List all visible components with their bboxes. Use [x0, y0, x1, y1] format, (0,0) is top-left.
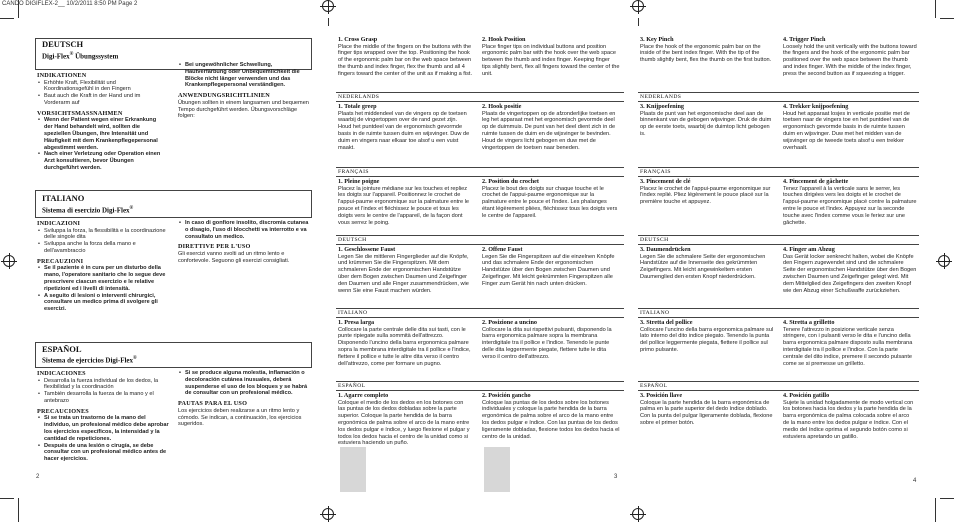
exercise-title: 3. Daumendrücken — [640, 246, 691, 253]
lang-bar-label: FRANÇAIS — [640, 169, 671, 175]
exercise-title: 4. Stretta a grilletto — [783, 319, 835, 326]
exercise-text: Legen Sie die mittleren Fingerglieder auf die Knöpfe, und krümmen Sie die Fingerspitzen. Mit dem schmaleren Ende der ergonomischen Handstütze über dem Bogen zwischen Daumen und Zeigefinger den Daumen und alle Finger zusammendrücken, wie wenn Sie eine Faust machen würden. — [338, 253, 469, 294]
crop-mark — [18, 498, 19, 522]
registration-mark-icon — [632, 0, 644, 12]
espanol-col-left — [37, 370, 171, 463]
lang-bar-label: DEUTSCH — [640, 237, 669, 243]
lang-bar-italiano — [638, 308, 919, 318]
list-item: • Sviluppa la forza, la flessibilità e la coordinazione delle singole dita — [44, 228, 169, 242]
registration-mark-icon — [322, 508, 334, 520]
lang-bar-label: ITALIANO — [640, 310, 670, 316]
heading-direttive: DIRETTIVE PER L'USO — [178, 243, 251, 251]
exercise-text: Coloque el medio de los dedos en los botones con las puntas de los dedos dobladas sobre la parte superior. Coloque la parte hendida de la barra ergonómica de palma sobre el arco de la mano entre los dedos pulgar e índice, y luego flexione el pulgar y todos los dedos hacia el centro de la unidad como si estuviera haciendo un puño. — [338, 399, 470, 447]
exercise-title: 2. Hook positie — [482, 103, 522, 110]
exercise-it-4 — [783, 319, 917, 367]
crop-mark — [0, 18, 14, 19]
crop-mark — [638, 18, 639, 26]
precautions-list — [37, 265, 169, 313]
exercise-de-3 — [640, 246, 774, 281]
exercise-text: Tenere l'attrezzo in posizione verticale senza stringere, con i pulsanti verso le dita e l'uncino della barra ergonomica palmare disposto sulla membrana interdigitale tra il pollice e l'indice. Con la parte centrale del dito indice, premere il secondo pulsante come se si premesse un grilletto. — [783, 326, 913, 367]
lang-bar-label: DEUTSCH — [338, 237, 367, 243]
exercise-text: Place finger tips on individual buttons and position ergonomic palm bar with the hook over the web space between the thumb and index finger. Keeping finger tips slightly bent, flex all fingers toward the center of the unit. — [482, 43, 620, 77]
deutsch-col-right — [178, 62, 310, 120]
exercise-de-2 — [482, 246, 620, 288]
exercise-text: Place the middle of the fingers on the buttons with the finger tips wrapped over the top. Positioning the hook of the ergonomic palm bar on the web space between the thumb and index finger, flex the thumb and all 4 fingers toward the center of the unit as if making a fist. — [338, 43, 473, 77]
exercise-text: Collocare la parte centrale delle dita sui tasti, con le punte ripiegate sulla sommità dell'attrezzo. Disponendo l'uncino della barra ergonomica palmare sopra la membrana interdigitale tra il pollice e l'indice, flettere il pollice e tutte le altre dita verso il centro dell'attrezzo, come per formare un pugno. — [338, 326, 471, 367]
registration-mark-icon — [3, 255, 15, 267]
heading-vorsicht: VORSICHTSMASSNAHMEN — [37, 109, 123, 117]
crop-mark — [0, 498, 14, 499]
lang-bar-label: NEDERLANDS — [338, 94, 380, 100]
exercise-title: 1. Cross Grasp — [338, 36, 378, 43]
list-item: • Después de una lesión o cirugía, se debe consultar con un profesional médico antes de hacer ejercicios. — [44, 443, 171, 463]
exercise-title: 4. Trekker knijpoefening — [783, 103, 849, 110]
section-title: ITALIANO — [42, 193, 85, 203]
crop-mark — [940, 498, 954, 499]
exercise-es-4 — [783, 392, 917, 440]
exercise-it-1 — [338, 319, 472, 367]
lang-bar-espanol — [638, 381, 919, 391]
exercise-title: 2. Posición gancho — [482, 392, 531, 399]
subtitle-text: Sistema di esercizio Digi-Flex — [42, 206, 130, 215]
lang-bar-francais — [336, 167, 624, 177]
paragraph: Übungen sollten in einem langsamen und bequemen Tempo durchgeführt werden. Übungsvorschläge folgen: — [178, 99, 309, 120]
exercise-text: Placez le bout des doigts sur chaque touche et le crochet de l'appui-paume ergonomique sur la palmature entre le pouce et l'index. Les phalanges étant légèrement pliées, fléchissez tous les doigts vers le centre de l'appareil. — [482, 185, 618, 219]
exercise-en-2 — [482, 36, 620, 78]
section-header-espanol — [35, 342, 312, 368]
lang-bar-nederlands — [638, 92, 919, 102]
exercise-text: Legen Sie die schmalere Seite der ergonomischen Handstütze auf die Innenseite des gekrümmten Zeigefingers. Mit leicht angewinkeltem ersten Daumenglied den ersten Knopf niederdrücken. — [640, 253, 766, 280]
heading-precauzioni: PRECAUZIONI — [37, 257, 84, 265]
exercise-title: 4. Posición gatillo — [783, 392, 830, 399]
hand-grip-photo — [340, 447, 366, 492]
lang-bar-label: ITALIANO — [338, 310, 368, 316]
exercise-title: 2. Offene Faust — [482, 246, 523, 253]
exercise-it-2 — [482, 319, 620, 361]
heading-indikationen: INDIKATIONEN — [37, 72, 87, 79]
subtitle-text: Übungssystem — [73, 52, 119, 61]
paragraph: Gli esercizi vanno svolti ad un ritmo lento e confortevole. Seguono gli esercizi consigliati. — [178, 251, 290, 264]
italiano-col-right — [178, 220, 312, 265]
precautions-list — [37, 117, 165, 172]
exercise-nl-1 — [338, 103, 472, 151]
list-item: • Bei ungewöhnlicher Schwellung, Hautverfärbung oder Unbequemlichkeit die Blöcke nicht länger verwenden und das Krankenpflegepersonal verständigen. — [185, 62, 310, 89]
exercise-fr-2 — [482, 178, 620, 220]
exercise-title: 3. Pincement de clé — [640, 178, 691, 185]
heading-indicazioni: INDICAZIONI — [37, 220, 81, 227]
exercise-text: Placez le crochet de l'appui-paume ergonomique sur l'index replié. Pliez légèrement le pouce placé sur la première touche et appuyez. — [640, 185, 771, 206]
exercise-title: 1. Geschlossene Faust — [338, 246, 396, 253]
exercise-title: 1. Pleine poigne — [338, 178, 380, 185]
exercise-en-1 — [338, 36, 472, 78]
exercise-title: 4. Pincement de gâchette — [783, 178, 849, 185]
exercise-es-3 — [640, 392, 774, 427]
exercise-title: 1. Agarre completo — [338, 392, 389, 399]
list-item: • Se il paziente è in cura per un disturbo della mano, l'operatore sanitario che lo segue deve prescrivere ciascun esercizio e le relative ripetizioni ed i livelli di intensità. — [44, 265, 169, 292]
crop-mark — [18, 0, 19, 18]
crop-mark — [935, 498, 936, 522]
list-item: • Baut auch die Kraft in der Hand und im Vorderarm auf — [44, 93, 165, 107]
lang-bar-espanol — [336, 381, 624, 391]
exercise-text: Loosely hold the unit vertically with the buttons toward the fingers and the hook of the ergonomic palm bar positioned over the web space between the thumb and index finger. With the middle of the index finger, press the second button as if squeezing a trigger. — [783, 43, 917, 77]
subtitle-text: Digi-Flex — [42, 52, 70, 61]
precautions-list-cont — [178, 62, 310, 89]
lang-bar-francais — [638, 167, 919, 177]
exercise-text: Collocare la dita sui rispettivi pulsanti, disponendo la barra ergonomica palmare sopra la membrana interdigitale tra il pollice e l'indice. Tenendo le punte delle dita leggermente piegate, flettere tutte le dita verso il centro dell'attrezzo. — [482, 326, 612, 360]
list-item: • A seguito di lesioni o interventi chirurgici, consultare un medico prima di svolgere gli esercizi. — [44, 293, 169, 313]
list-item: • Si se produce alguna molestia, inflamación o decoloración cutánea inusuales, deberá suspenderse el uso de los bloques y se habrá de consultar con un profesional médico. — [185, 370, 312, 397]
exercise-text: Collocare l'uncino della barra ergonomica palmare sul lato interno del dito indice piegato. Tenendo la punta del pollice leggermente piegata, flettere il pollice sul primo pulsante. — [640, 326, 774, 353]
exercise-text: Houd het apparaat losjes in verticale positie met de toetsen naar de vingers toe en het puntdeel van de ergonomisch gevormde basis in de ruimte tussen duim en wijsvinger. Duw met het midden van de wijsvinger op de tweede toets alsof u een trekker overhaalt. — [783, 110, 910, 151]
exercise-text: Das Gerät locker senkrecht halten, wobei die Knöpfe den Fingern zugewendet sind und die schmalere Seite der ergonomischen Handstütze über den Bogen zwischen Daumen und Zeigefinger gelegt wird. Mit dem Mittelglied des Zeigefingers den zweiten Knopf wie den Abzug einer Schußwaffe zurückziehen. — [783, 253, 917, 294]
registered-mark: ® — [69, 52, 74, 57]
list-item: • In caso di gonfiore insolito, discromia cutanea o disagio, l'uso di blocchetti va interrotto e va consultato un medico. — [185, 220, 312, 240]
list-item: • Nach einer Verletzung oder Operation einen Arzt konsultieren, bevor Übungen durchgeführt werden. — [44, 151, 165, 171]
exercise-title: 2. Hook Position — [482, 36, 526, 43]
precautions-list-cont — [178, 370, 312, 397]
exercise-text: Tenez l'appareil à la verticale sans le serrer, les touches dirigées vers les doigts et le crochet de l'appui-paume ergonomique placé contre la palmature entre le pouce et l'index. Appuyez sur la seconde touche avec l'index comme vous le feriez sur une gâchette. — [783, 185, 917, 226]
exercise-title: 4. Trigger Pinch — [783, 36, 826, 43]
exercise-text: Coloque la parte hendida de la barra ergonómica de palma en la parte superior del dedo índice doblado. Con la punta del pulgar ligeramente doblada, flexione sobre el primer botón. — [640, 399, 773, 426]
list-item: • Wenn der Patient wegen einer Erkrankung der Hand behandelt wird, sollten die speziellen Übungen, ihre Intensität und Häufigkeit mit dem Krankenpflegepersonal abgestimmt werden. — [44, 117, 165, 151]
crop-mark — [328, 18, 329, 26]
hand-grip-photo — [484, 447, 510, 492]
page-number: 4 — [913, 478, 917, 484]
lang-bar-deutsch — [638, 235, 919, 245]
lang-bar-label: NEDERLANDS — [640, 94, 682, 100]
exercise-title: 3. Stretta del pollice — [640, 319, 693, 326]
print-slug: CANDO DIGIFLEX-2__ 10/2/2011 8:50 PM Page 2 — [2, 1, 138, 7]
exercise-title: 3. Key Pinch — [640, 36, 674, 43]
espanol-col-right — [178, 370, 312, 428]
exercise-fr-3 — [640, 178, 774, 206]
exercise-fr-1 — [338, 178, 472, 226]
exercise-nl-4 — [783, 103, 917, 151]
exercise-title: 3. Knijpoefening — [640, 103, 685, 110]
exercise-text: Place the hook of the ergonomic palm bar on the inside of the bent index finger. With the tip of the thumb slightly bent, flex the thumb on the first button. — [640, 43, 772, 64]
crop-mark — [940, 18, 954, 19]
exercise-es-2 — [482, 392, 620, 440]
exercise-title: 2. Posizione a uncino — [482, 319, 538, 326]
subtitle-text: Sistema de ejercicios Digi-Flex — [42, 356, 134, 365]
exercise-fr-4 — [783, 178, 917, 226]
section-subtitle — [42, 206, 133, 215]
section-subtitle — [42, 356, 137, 365]
list-item: • Sviluppa anche la forza della mano e dell'avambraccio — [44, 241, 169, 255]
paragraph: Los ejercicios deben realizarse a un ritmo lento y cómodo. Se indican, a continuación, los ejercicios sugeridos. — [178, 407, 302, 428]
section-header-italiano — [35, 190, 312, 218]
list-item: • También desarrolla la fuerza de la mano y el antebrazo — [44, 391, 171, 405]
exercise-text: Coloque las puntas de los dedos sobre los botones individuales y coloque la parte hendida de la barra ergonómica de palma sobre el arco de la mano entre los dedos pulgar e índice. Con las puntas de los dedos ligeramente dobladas, flexione todos los dedos hacia el centro de la unidad. — [482, 399, 620, 440]
indications-list — [37, 228, 169, 255]
exercise-text: Legen Sie die Fingerspitzen auf die einzelnen Knöpfe und das schmalere Ende der ergonomischen Handstütze über den Bogen zwischen Daumen und Zeigefinger. Mit leicht gekrümmten Fingerspitzen alle Finger zum Gerät hin nach unten drücken. — [482, 253, 615, 287]
heading-anwendung: ANWENDUNGSRICHTLINIEN — [178, 92, 270, 100]
crop-mark — [935, 0, 936, 18]
exercise-nl-3 — [640, 103, 774, 138]
deutsch-col-left — [37, 72, 165, 172]
exercise-text: Plaats het middendeel van de vingers op de toetsen waarbij de vingertoppen over de rand gezet zijn. Houd het puntdeel van de ergonomisch gevormde basis in de ruimte tussen duim en wijsvinger. Duw de duim en vingers naar elkaar toe alsof u een vuist maakt. — [338, 110, 470, 151]
list-item: • Erhöhte Kraft, Flexibilität und Koordinationsgefühl in den Fingern — [44, 80, 165, 94]
page-number: 2 — [36, 474, 40, 480]
exercise-en-4 — [783, 36, 917, 78]
indications-list — [37, 80, 165, 107]
exercise-text: Plaats de vingertoppen op de afzonderlijke toetsen en leg het apparaat met het ergonomisch gevormde deel op de duimmuis. De punt van het deel dient zich in de ruimte tussen de duim en de wijsvinger te bevinden. Houd de vingers licht gebogen en duw met de vingertoppen de toetsen naar beneden. — [482, 110, 616, 151]
lang-bar-nederlands — [336, 92, 624, 102]
exercise-title: 3. Posición llave — [640, 392, 683, 399]
italiano-col-left — [37, 220, 169, 313]
exercise-title: 4. Finger am Abzug — [783, 246, 835, 253]
registration-mark-icon — [938, 255, 950, 267]
lang-bar-label: ESPAÑOL — [640, 383, 668, 389]
registration-mark-icon — [322, 0, 334, 12]
indications-list — [37, 378, 171, 405]
section-subtitle — [42, 52, 118, 61]
heading-precauciones: PRECAUCIONES — [37, 407, 89, 415]
exercise-text: Sujete la unidad holgadamente de modo vertical con los botones hacia los dedos y la parte hendida de la barra ergonómica de palma colocada sobre el arco de la mano entre los dedos pulgar e índice. Con el medio del índice oprima el segundo botón como si estuviera apretando un gatillo. — [783, 399, 914, 440]
lang-bar-deutsch — [336, 235, 624, 245]
exercise-title: 1. Totale greep — [338, 103, 377, 110]
exercise-text: Plaats de punt van het ergonomische deel aan de binnenkant van de gebogen wijsvinger. Druk de duim op de eerste toets, waarbij de duimtop licht gebogen is. — [640, 110, 772, 137]
precautions-list-cont — [178, 220, 312, 240]
exercise-es-1 — [338, 392, 472, 447]
lang-bar-italiano — [336, 308, 624, 318]
registration-mark-icon — [632, 508, 644, 520]
exercise-it-3 — [640, 319, 774, 354]
lang-bar-label: FRANÇAIS — [338, 169, 369, 175]
exercise-text: Placez la jointure médiane sur les touches et repliez les doigts sur l'appareil. Positionnez le crochet de l'appui-paume ergonomique sur la palmature entre le pouce et l'index et fléchissez le pouce et tous les doigts vers le centre de l'appareil, de la façon dont vous serrez le poing. — [338, 185, 470, 226]
exercise-de-4 — [783, 246, 917, 294]
section-title: DEUTSCH — [42, 39, 84, 49]
exercise-title: 1. Presa larga — [338, 319, 375, 326]
heading-pautas: PAUTAS PARA EL USO — [178, 400, 248, 408]
exercise-title: 2. Position du crochet — [482, 178, 539, 185]
registered-mark: ® — [133, 356, 137, 361]
registered-mark: ® — [129, 206, 134, 211]
list-item: • Si se trata un trastorno de la mano del individuo, un profesional médico debe aprobar los ejercicios específicos, la intensidad y la cantidad de repeticiones. — [44, 415, 171, 442]
page-number: 3 — [614, 474, 618, 480]
exercise-de-1 — [338, 246, 472, 294]
exercise-en-3 — [640, 36, 774, 64]
heading-indicaciones: INDICACIONES — [37, 370, 86, 377]
section-title: ESPAÑOL — [42, 344, 82, 354]
lang-bar-label: ESPAÑOL — [338, 383, 366, 389]
list-item: • Desarrolla la fuerza individual de los dedos, la flexibilidad y la coordinación — [44, 378, 171, 392]
precautions-list — [37, 415, 171, 463]
exercise-nl-2 — [482, 103, 620, 151]
